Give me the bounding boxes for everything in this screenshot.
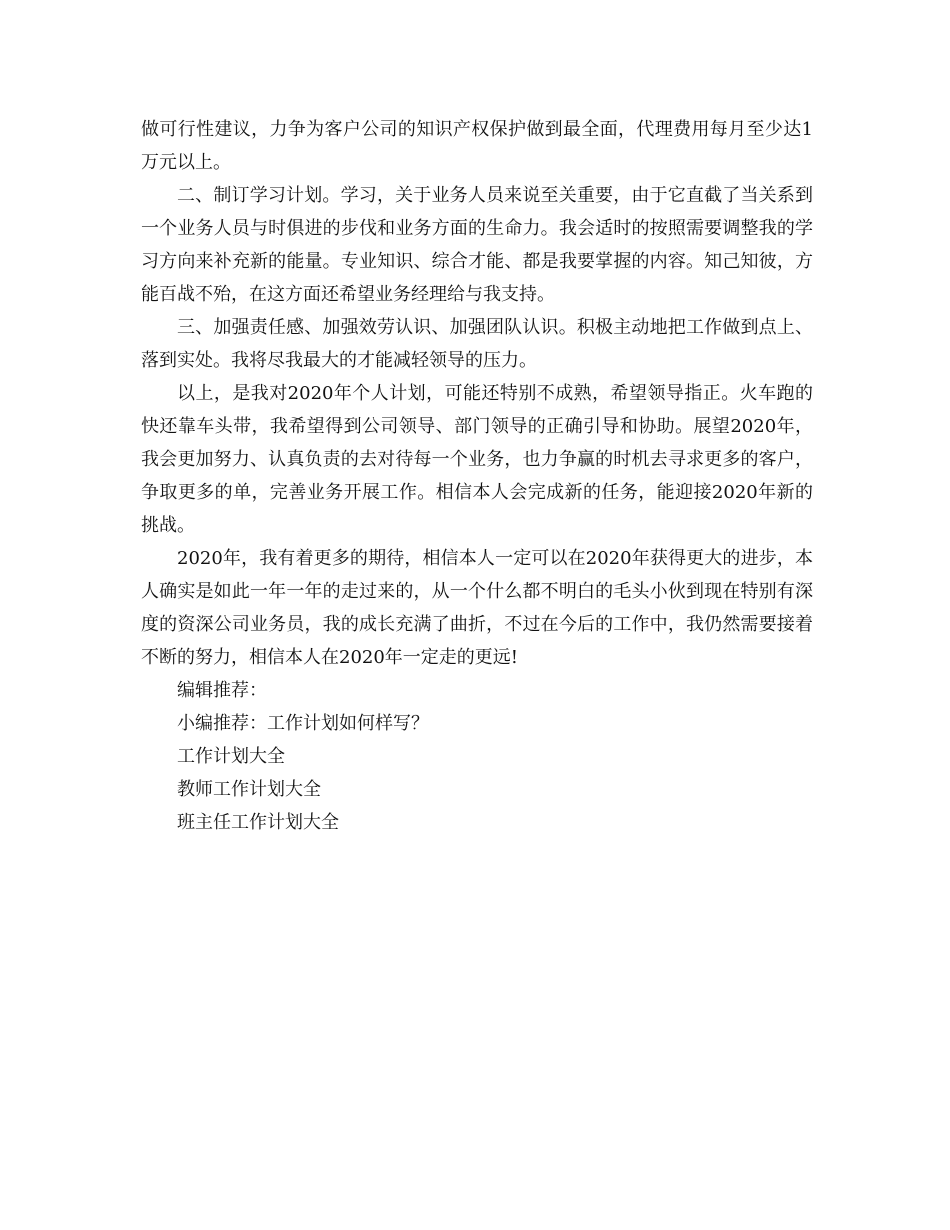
paragraph-outlook: 2020年，我有着更多的期待，相信本人一定可以在2020年获得更大的进步，本人确实是如此一年一年的走过来的，从一个什么都不明白的毛头小伙到现在特别有深度的资深公司业务员，我的成长充满了曲折，不过在今后的工作中，我仍然需要接着不断的努力，相信本人在2020年一定走的更远! — [141, 548, 813, 668]
paragraph-summary: 以上，是我对2020年个人计划，可能还特别不成熟，希望领导指正。火车跑的快还靠车头带，我希望得到公司领导、部门领导的正确引导和协助。展望2020年，我会更加努力、认真负责的去对待每一个业务，也力争赢的时机去寻求更多的客户，争取更多的单，完善业务开展工作。相信本人会完成新的任务，能迎接2020年新的挑战。 — [141, 383, 813, 536]
recommend-heading: 编辑推荐： — [177, 680, 267, 701]
recommend-link-how-to-write[interactable]: 小编推荐：工作计划如何样写？ — [177, 713, 429, 734]
paragraph-continued: 做可行性建议，力争为客户公司的知识产权保护做到最全面，代理费用每月至少达1万元以上。 — [141, 119, 813, 173]
recommend-link-work-plans[interactable]: 工作计划大全 — [177, 746, 285, 767]
recommend-link-head-teacher-plans[interactable]: 班主任工作计划大全 — [177, 812, 339, 833]
document-body — [141, 113, 813, 839]
paragraph-responsibility: 三、加强责任感、加强效劳认识、加强团队认识。积极主动地把工作做到点上、落到实处。我将尽我最大的才能减轻领导的压力。 — [141, 317, 813, 371]
paragraph-study-plan: 二、制订学习计划。学习，关于业务人员来说至关重要，由于它直截了当关系到一个业务人员与时俱进的步伐和业务方面的生命力。我会适时的按照需要调整我的学习方向来补充新的能量。专业知识、综合才能、都是我要掌握的内容。知己知彼，方能百战不殆，在这方面还希望业务经理给与我支持。 — [141, 185, 813, 305]
recommend-link-teacher-plans[interactable]: 教师工作计划大全 — [177, 779, 321, 800]
